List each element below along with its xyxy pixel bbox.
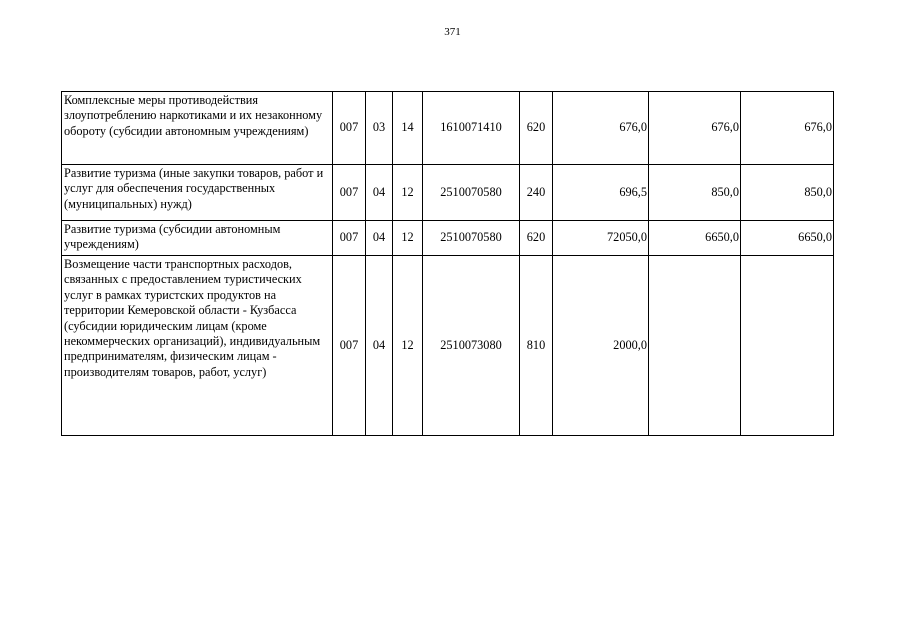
target-article-cell: 2510073080 [423, 256, 520, 436]
amount-year2-cell [649, 256, 741, 436]
table-row [62, 221, 834, 256]
section-code-cell: 04 [366, 165, 393, 221]
subsection-code-cell: 12 [393, 221, 423, 256]
expense-type-cell: 620 [520, 92, 553, 165]
ved-code-cell: 007 [333, 256, 366, 436]
amount-year2-cell: 6650,0 [649, 221, 741, 256]
target-article-cell: 2510070580 [423, 221, 520, 256]
amount-year2-cell: 850,0 [649, 165, 741, 221]
amount-year3-cell: 676,0 [741, 92, 834, 165]
amount-year1-cell: 696,5 [553, 165, 649, 221]
table-row [62, 92, 834, 165]
budget-table [61, 91, 834, 436]
amount-year3-cell [741, 256, 834, 436]
table-row [62, 256, 834, 436]
subsection-code-cell: 14 [393, 92, 423, 165]
section-code-cell: 04 [366, 221, 393, 256]
subsection-code-cell: 12 [393, 256, 423, 436]
row-name-cell: Развитие туризма (субсидии автономным учреждениям) [62, 221, 333, 256]
amount-year2-cell: 676,0 [649, 92, 741, 165]
ved-code-cell: 007 [333, 221, 366, 256]
ved-code-cell: 007 [333, 92, 366, 165]
amount-year3-cell: 850,0 [741, 165, 834, 221]
page-number: 371 [444, 26, 461, 38]
target-article-cell: 1610071410 [423, 92, 520, 165]
amount-year1-cell: 72050,0 [553, 221, 649, 256]
target-article-cell: 2510070580 [423, 165, 520, 221]
amount-year1-cell: 2000,0 [553, 256, 649, 436]
ved-code-cell: 007 [333, 165, 366, 221]
row-name-cell: Возмещение части транспортных расходов, связанных с предоставлением туристических услуг в рамках туристских продуктов на территории Кемеровской области - Кузбасса (субсидии юридическим лицам (кроме некоммерческих организаций), индивидуальным предпринимателям, физическим лицам - производителям товаров, работ, услуг) [62, 256, 333, 436]
amount-year1-cell: 676,0 [553, 92, 649, 165]
amount-year3-cell: 6650,0 [741, 221, 834, 256]
subsection-code-cell: 12 [393, 165, 423, 221]
expense-type-cell: 810 [520, 256, 553, 436]
expense-type-cell: 240 [520, 165, 553, 221]
expense-type-cell: 620 [520, 221, 553, 256]
table-row [62, 165, 834, 221]
section-code-cell: 04 [366, 256, 393, 436]
section-code-cell: 03 [366, 92, 393, 165]
row-name-cell: Развитие туризма (иные закупки товаров, работ и услуг для обеспечения государственных (муниципальных) нужд) [62, 165, 333, 221]
row-name-cell: Комплексные меры противодействия злоупотреблению наркотиками и их незаконному обороту (субсидии автономным учреждениям) [62, 92, 333, 165]
